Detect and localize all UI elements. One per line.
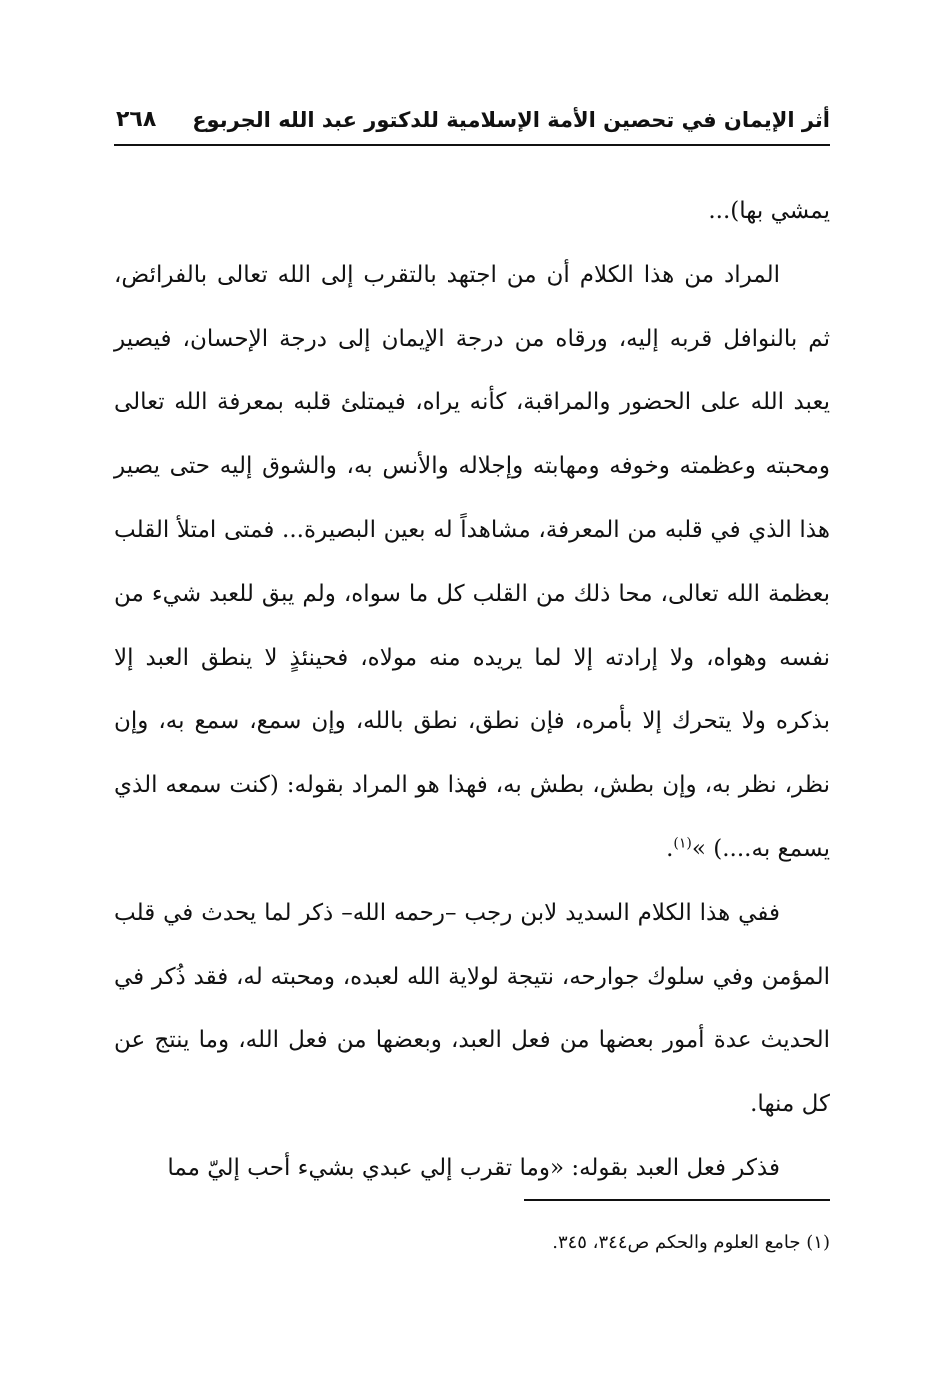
running-title: أثر الإيمان في تحصين الأمة الإسلامية للدكتور عبد الله الجربوع <box>192 108 830 132</box>
paragraph-2 <box>114 244 830 882</box>
footnote: (١) جامع العلوم والحكم ص٣٤٤، ٣٤٥. <box>552 1232 830 1253</box>
header-rule <box>114 144 830 146</box>
paragraph-2-text: المراد من هذا الكلام أن من اجتهد بالتقرب إلى الله تعالى بالفرائض، ثم بالنوافل قربه إليه، ورقاه من درجة الإيمان إلى درجة الإحسان، فيصير يعبد الله على الحضور والمراقبة، كأنه يراه، فيمتلئ قلبه بمعرفة الله تعالى ومحبته وعظمته وخوفه ومهابته وإجلاله والأنس به، والشوق إليه حتى يصير هذا الذي في قلبه من المعرفة، مشاهداً له بعين البصيرة... فمتى امتلأ القلب بعظمة الله تعالى، محا ذلك من القلب كل ما سواه، ولم يبق للعبد شيء من نفسه وهواه، ولا إرادته إلا لما يريده منه مولاه، فحينئذٍ لا ينطق العبد إلا بذكره ولا يتحرك إلا بأمره، فإن نطق، نطق بالله، وإن سمع، سمع به، وإن نظر، نظر به، وإن بطش، بطش به، فهذا هو المراد بقوله: (كنت سمعه الذي يسمع به....) » <box>114 261 830 862</box>
footnote-rule <box>524 1199 830 1201</box>
body-text <box>114 180 830 1201</box>
paragraph-2-end: . <box>666 835 674 862</box>
footnote-reference: (١) <box>673 835 692 852</box>
paragraph-3: ففي هذا الكلام السديد لابن رجب –رحمه الله– ذكر لما يحدث في قلب المؤمن وفي سلوك جوارحه، نتيجة لولاية الله لعبده، ومحبته له، فقد ذُكر في الحديث عدة أمور بعضها من فعل العبد، وبعضها من فعل الله، وما ينتج عن كل منها. <box>114 899 830 1118</box>
paragraph-4: فذكر فعل العبد بقوله: «وما تقرب إلي عبدي بشيء أحب إليّ مما <box>167 1154 780 1181</box>
paragraph-1: يمشي بها)... <box>708 198 830 224</box>
running-header <box>114 104 830 142</box>
page-number: ٢٦٨ <box>116 107 157 132</box>
